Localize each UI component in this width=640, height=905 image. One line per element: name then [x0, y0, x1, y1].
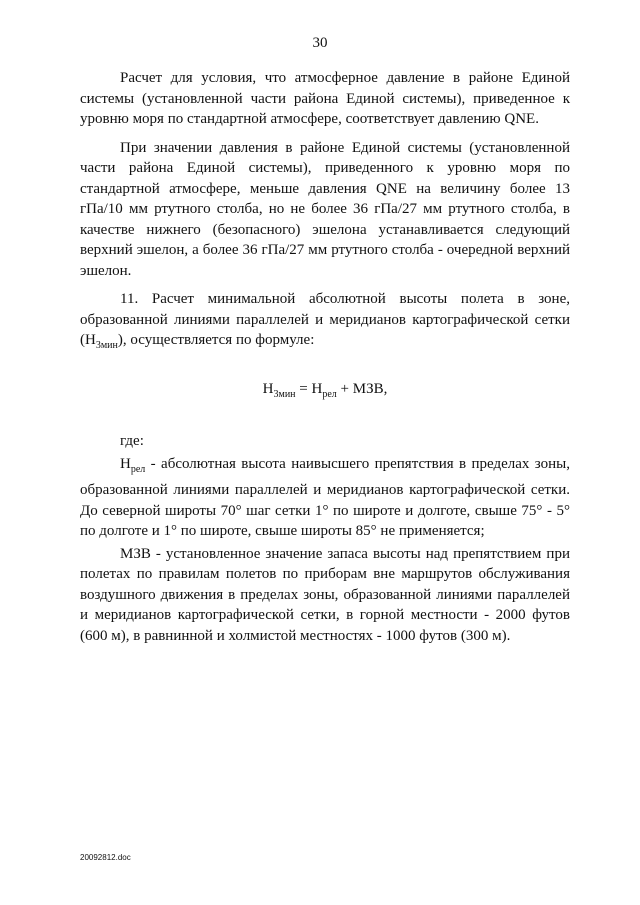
formula-lhs: H — [262, 380, 274, 397]
formula — [80, 379, 570, 406]
formula-lhs-sub: 3мин — [273, 388, 296, 400]
formula-rest: + МЗВ, — [336, 380, 388, 397]
document-body — [80, 68, 570, 654]
def-h-sub: рел — [130, 463, 146, 475]
formula-equals: = — [295, 380, 312, 397]
definition-mzv: МЗВ - установленное значение запаса высоты над препятствием при полетах по правилам полетов по приборам вне маршрутов обслуживания воздушного движения в пределах зоны, образованной линиями параллелей и меридианов картографической сетки, в горной местности - 2000 футов (600 м), в равнинной и холмистой местностях - 1000 футов (300 м). — [80, 545, 570, 644]
footer-filename: 20092812.doc — [80, 853, 131, 862]
definition-h-rel — [80, 454, 570, 542]
item-11-suffix: ), осуществляется по формуле: — [117, 332, 315, 348]
paragraph-pressure-rule: При значении давления в районе Единой системы (установленной части района Единой системы), приведенного к уровню моря по стандартной атмосфере, меньше давления QNE на величину более 13 гПа/10 мм ртутного столба, но не более 36 гПа/27 мм ртутного столба, в качестве нижнего (безопасного) эшелона устанавливается следующий верхний эшелон, а более 36 гПа/27 мм ртутного столба - очередной верхний эшелон. — [80, 139, 570, 279]
item-11-prefix: 11. Расчет минимальной абсолютной высоты полета в зоне, образованной линиями параллелей и меридианов картографической сетки (H — [80, 291, 570, 348]
paragraph-item-11 — [80, 289, 570, 357]
formula-rhs-sub: рел — [322, 388, 337, 400]
def-h-main: H — [120, 455, 131, 472]
formula-rhs-h: H — [311, 380, 323, 397]
item-11-subscript: 3мин — [95, 340, 118, 351]
page-number: 30 — [312, 35, 328, 51]
paragraph-qne-condition: Расчет для условия, что атмосферное давление в районе Единой системы (установленной части района Единой системы), приведенное к уровню моря по стандартной атмосфере, соответствует давлению QNE. — [80, 70, 570, 127]
where-label: где: — [120, 433, 144, 449]
def-h-text: - абсолютная высота наивысшего препятствия в пределах зоны, образованной линиями параллелей и меридианов картографической сетки. До северной широты 70° шаг сетки 1° по широте и долготе, свыше 75° - 5° по долготе и 1° по широте, свыше широты 85° не применяется; — [80, 455, 570, 539]
